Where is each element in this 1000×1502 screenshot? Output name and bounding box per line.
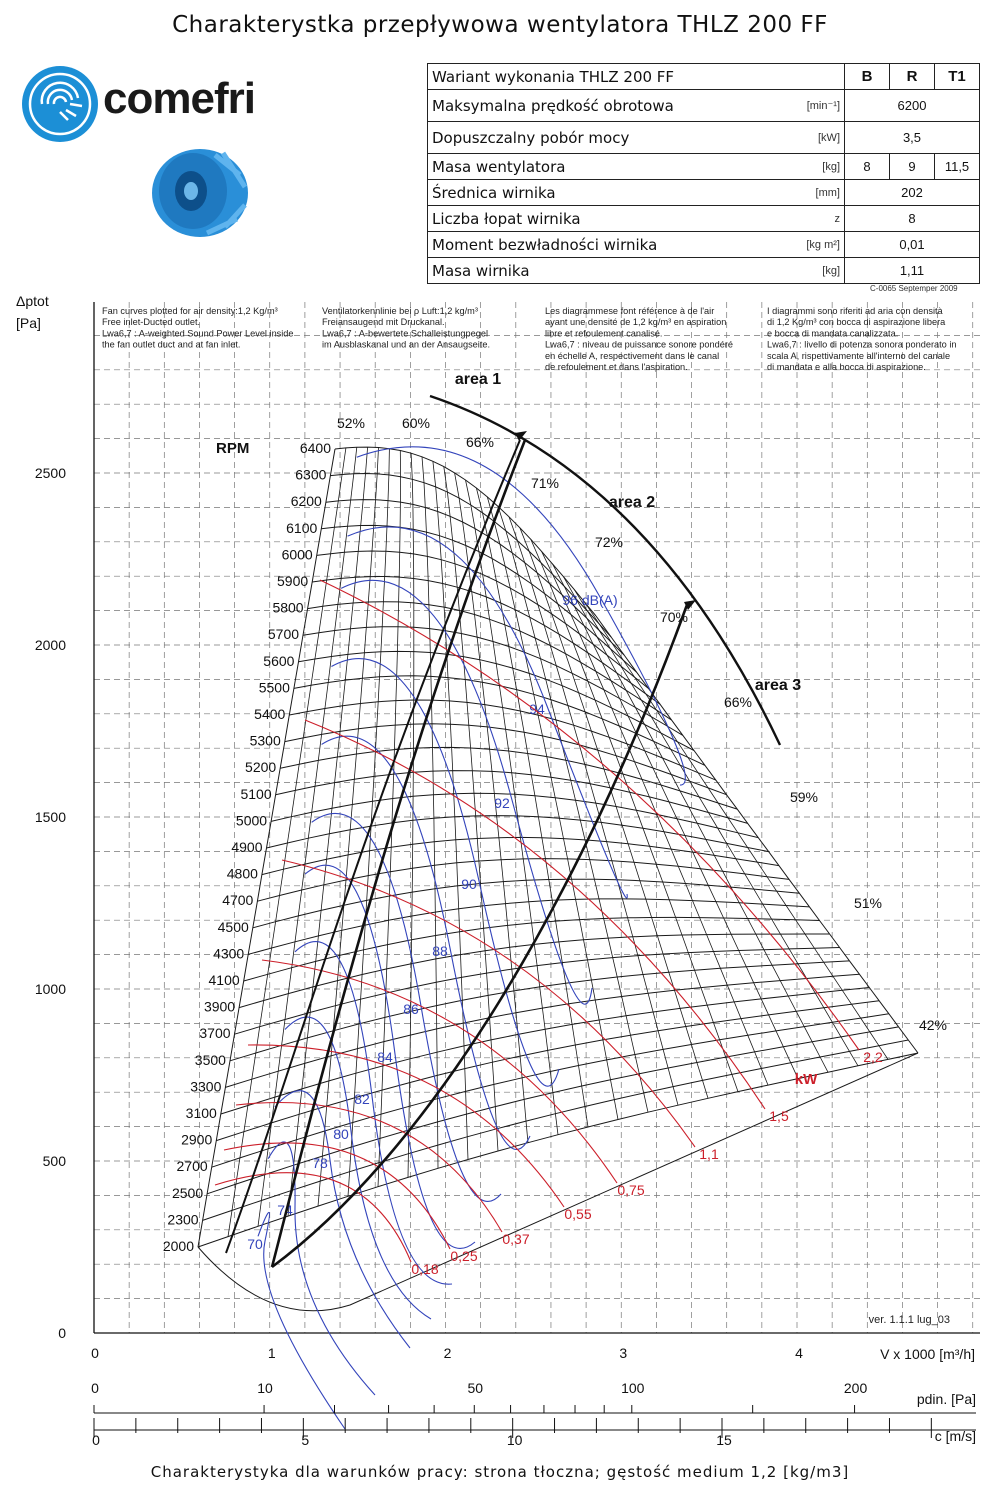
version-label: ver. 1.1.1 lug_03: [868, 1314, 950, 1326]
rpm-curve: [248, 899, 809, 955]
rpm-label: 6300: [295, 466, 327, 483]
power-label: 0,37: [502, 1231, 530, 1247]
y-tick-label: 1500: [34, 809, 66, 825]
efficiency-label: 59%: [789, 789, 819, 805]
rpm-label: 4300: [213, 945, 245, 962]
system-line: [422, 457, 438, 1169]
sound-label: 78: [312, 1155, 328, 1171]
efficiency-label: 66%: [723, 694, 753, 710]
rpm-title: RPM: [216, 440, 250, 457]
pdin-tick-label: 10: [257, 1380, 273, 1396]
logo-mark-icon: [22, 66, 98, 142]
rpm-label: 5100: [240, 785, 272, 802]
chart-note: the fan outlet duct and at fan inlet.: [102, 339, 241, 350]
x-tick-label: 3: [619, 1345, 628, 1361]
spec-reference: C-0065 Septemper 2009: [870, 284, 958, 293]
y-axis-unit: [Pa]: [16, 315, 41, 331]
rpm-label: 5600: [263, 652, 295, 669]
x-axis-label: V x 1000 [m³/h]: [880, 1346, 975, 1362]
system-line: [408, 453, 414, 1177]
chart-note: Fan curves plotted for air density:1,2 Kg/m³: [102, 306, 278, 316]
spec-row: [428, 122, 980, 154]
power-label: 0,18: [411, 1261, 439, 1277]
rpm-label: 5300: [249, 732, 281, 749]
spec-unit: [kW]: [776, 122, 845, 154]
rpm-label: 3100: [185, 1105, 217, 1121]
y-tick-label: 2000: [34, 637, 66, 653]
sound-curve: [295, 942, 452, 1285]
chart-note: di mandata e alla bocca di aspirazione.: [767, 362, 926, 372]
col-r: R: [890, 64, 935, 90]
pdin-tick-label: 100: [621, 1380, 645, 1396]
rpm-curve: [230, 961, 850, 1061]
x-tick-label: 2: [443, 1345, 452, 1361]
spec-label: Maksymalna prędkość obrotowa: [428, 90, 777, 122]
rpm-label: 4800: [226, 865, 258, 882]
sound-label: 90: [461, 876, 477, 892]
spec-label: Średnica wirnika: [428, 180, 777, 206]
rpm-label: 6200: [290, 493, 322, 510]
rpm-label: 2300: [167, 1211, 199, 1228]
spec-row: [428, 206, 980, 232]
rpm-label: 3700: [199, 1025, 231, 1042]
spec-value: 8: [845, 206, 980, 232]
rpm-label: 3500: [194, 1051, 226, 1068]
spec-row: [428, 180, 980, 206]
spec-value: 11,5: [935, 154, 980, 180]
power-label: 1,1: [699, 1146, 719, 1162]
col-b: B: [845, 64, 890, 90]
x-tick-label: 0: [91, 1345, 99, 1361]
area-label: area 1: [454, 371, 502, 388]
brand-name: comefri: [103, 74, 255, 123]
y-tick-label: 500: [42, 1153, 66, 1169]
spec-row: [428, 258, 980, 284]
area-label: area 2: [608, 494, 656, 511]
rpm-label: 6000: [281, 546, 313, 563]
sound-label: 82: [354, 1091, 370, 1107]
chart-note: Lwa6,7 : A-weighted Sound Power Level inside: [102, 328, 294, 339]
x-tick-label: 4: [795, 1345, 803, 1361]
spec-value: 8: [845, 154, 890, 180]
variant-label: Wariant wykonania THLZ 200 FF: [428, 64, 845, 90]
rpm-label: 3900: [203, 998, 236, 1015]
rpm-label: 2000: [162, 1238, 194, 1254]
system-line: [466, 480, 559, 1135]
sound-label: 88: [432, 943, 448, 959]
col-t1: T1: [935, 64, 980, 90]
sound-label: 74: [277, 1202, 293, 1218]
spec-unit: [mm]: [776, 180, 845, 206]
sound-label: 70: [247, 1236, 263, 1252]
spec-table: [427, 63, 980, 284]
spec-unit: [kg]: [776, 258, 845, 284]
y-tick-label: 0: [58, 1325, 66, 1341]
spec-value: 0,01: [845, 232, 980, 258]
system-line: [348, 449, 389, 1197]
rpm-label: 6400: [299, 440, 331, 456]
spec-label: Masa wentylatora: [428, 154, 777, 180]
impeller-image: [145, 135, 255, 245]
footer-note: Charakterystyka dla warunków pracy: strona tłoczna; gęstość medium 1,2 [kg/m3]: [150, 1463, 850, 1481]
rpm-label: 4900: [231, 839, 263, 855]
spec-row: [428, 154, 980, 180]
efficiency-label: 71%: [530, 475, 560, 491]
spec-row: [428, 90, 980, 122]
sound-label: 96 dB(A): [562, 592, 618, 608]
power-label: 2,2: [863, 1049, 883, 1065]
chart-note: en échelle A, respectivement dans le canal: [545, 350, 720, 361]
power-label: 0,25: [450, 1248, 478, 1264]
x-tick-label: 1: [267, 1345, 276, 1361]
power-label: 0,75: [617, 1182, 645, 1198]
velocity-tick-label: 15: [716, 1432, 732, 1448]
spec-label: Moment bezwładności wirnika: [428, 232, 777, 258]
spec-header-row: [428, 64, 980, 90]
rpm-label: 5500: [258, 679, 290, 696]
sound-label: 80: [333, 1126, 349, 1142]
spec-label: Liczba łopat wirnika: [428, 206, 777, 232]
rpm-curve: [294, 676, 705, 766]
rpm-label: 2500: [171, 1184, 204, 1201]
y-tick-label: 2500: [34, 465, 66, 481]
chart-note: Freiansaugend mit Druckanal.: [322, 317, 445, 328]
rpm-label: 2900: [181, 1131, 213, 1148]
spec-value: 3,5: [845, 122, 980, 154]
velocity-axis-label: c [m/s]: [934, 1428, 976, 1444]
area-label: area 3: [754, 677, 802, 694]
chart-note: Lwa6,7 : A-bewertete Schalleistungpegel: [322, 328, 488, 339]
sound-label: 92: [494, 795, 510, 811]
spec-value: 9: [890, 154, 935, 180]
rpm-label: 5900: [277, 573, 309, 589]
sound-label: 84: [377, 1049, 393, 1065]
pdin-tick-label: 50: [467, 1380, 484, 1396]
system-line: [378, 451, 401, 1187]
y-tick-label: 1000: [34, 981, 66, 997]
spec-value: 6200: [845, 90, 980, 122]
velocity-tick-label: 0: [92, 1432, 100, 1448]
rpm-label: 5000: [235, 812, 268, 829]
efficiency-label: 72%: [594, 534, 624, 550]
rpm-label: 5400: [254, 706, 286, 722]
spec-value: 1,11: [845, 258, 980, 284]
spec-unit: [min⁻¹]: [776, 90, 845, 122]
rpm-curve: [225, 974, 859, 1087]
rpm-label: 4500: [217, 918, 249, 935]
rpm-label: 6100: [286, 519, 318, 536]
power-label: 1,5: [769, 1108, 789, 1124]
chart-note: Ventilatorkennlinie bei ρ Luft:1,2 kg/m³: [322, 306, 478, 316]
rpm-label: 5700: [267, 626, 300, 643]
y-axis-label: Δptot: [16, 293, 49, 309]
spec-row: [428, 232, 980, 258]
power-unit-label: kW: [794, 1071, 818, 1088]
system-line: [563, 577, 828, 1073]
chart-note: im Ausblaskanal und an der Ansaugseite.: [322, 339, 491, 350]
velocity-tick-label: 5: [301, 1432, 310, 1448]
pdin-tick-label: 200: [843, 1380, 868, 1396]
chart-note: ayant une densité de 1,2 kg/m³ en aspiration: [545, 317, 727, 328]
chart-note: e bocca di mandata canalizzata.: [767, 328, 899, 339]
fan-characteristic-chart: [0, 290, 1000, 1460]
chart-note: scala A, rispettivamente all'interno del canale: [767, 350, 951, 361]
chart-note: di 1,2 Kg/m³ con bocca di aspirazione libera: [767, 317, 946, 328]
pdin-tick-label: 0: [91, 1380, 99, 1396]
efficiency-label: 66%: [465, 434, 495, 450]
spec-unit: z: [776, 206, 845, 232]
efficiency-label: 52%: [336, 415, 366, 431]
spec-unit: [kg]: [776, 154, 845, 180]
chart-note: Les diagrammese font référence à de l'air: [545, 306, 715, 316]
page-title: Charakterystka przepływowa wentylatora THLZ 200 FF: [172, 12, 828, 38]
efficiency-label: 51%: [853, 895, 883, 911]
rpm-label: 3300: [190, 1078, 222, 1095]
rpm-label: 5800: [272, 599, 304, 616]
efficiency-label: 60%: [401, 415, 431, 431]
power-label: 0,55: [564, 1206, 592, 1222]
chart-note: Lwa6,7 : livello di potenza sonora ponderato in: [767, 339, 957, 350]
velocity-tick-label: 10: [506, 1432, 523, 1448]
sound-label: 86: [403, 1001, 419, 1017]
spec-unit: [kg m²]: [776, 232, 845, 258]
chart-note: de refoulement et dans l'aspiration.: [545, 362, 688, 372]
chart-note: Free inlet-Ducted outlet.: [102, 317, 201, 328]
rpm-label: 4700: [222, 892, 254, 909]
chart-note: I diagrammi sono riferiti ad aria con densità: [767, 306, 943, 316]
system-line: [531, 539, 738, 1091]
pdin-axis-label: pdin. [Pa]: [916, 1391, 976, 1407]
sound-label: 94: [529, 701, 545, 717]
efficiency-label: 42%: [918, 1017, 948, 1033]
chart-note: libre et refoulement canalisé.: [545, 328, 663, 339]
rpm-label: 4100: [208, 972, 240, 988]
spec-label: Masa wirnika: [428, 258, 777, 284]
spec-value: 202: [845, 180, 980, 206]
power-curve: [262, 960, 617, 1183]
rpm-label: 2700: [176, 1158, 208, 1175]
spec-label: Dopuszczalny pobór mocy: [428, 122, 777, 154]
boundary-left: [198, 449, 335, 1247]
system-line: [585, 603, 888, 1060]
efficiency-label: 70%: [659, 609, 689, 625]
chart-note: Lwa6,7 : niveau de puissance sonore pondéré: [545, 339, 733, 350]
rpm-label: 5200: [245, 759, 277, 776]
